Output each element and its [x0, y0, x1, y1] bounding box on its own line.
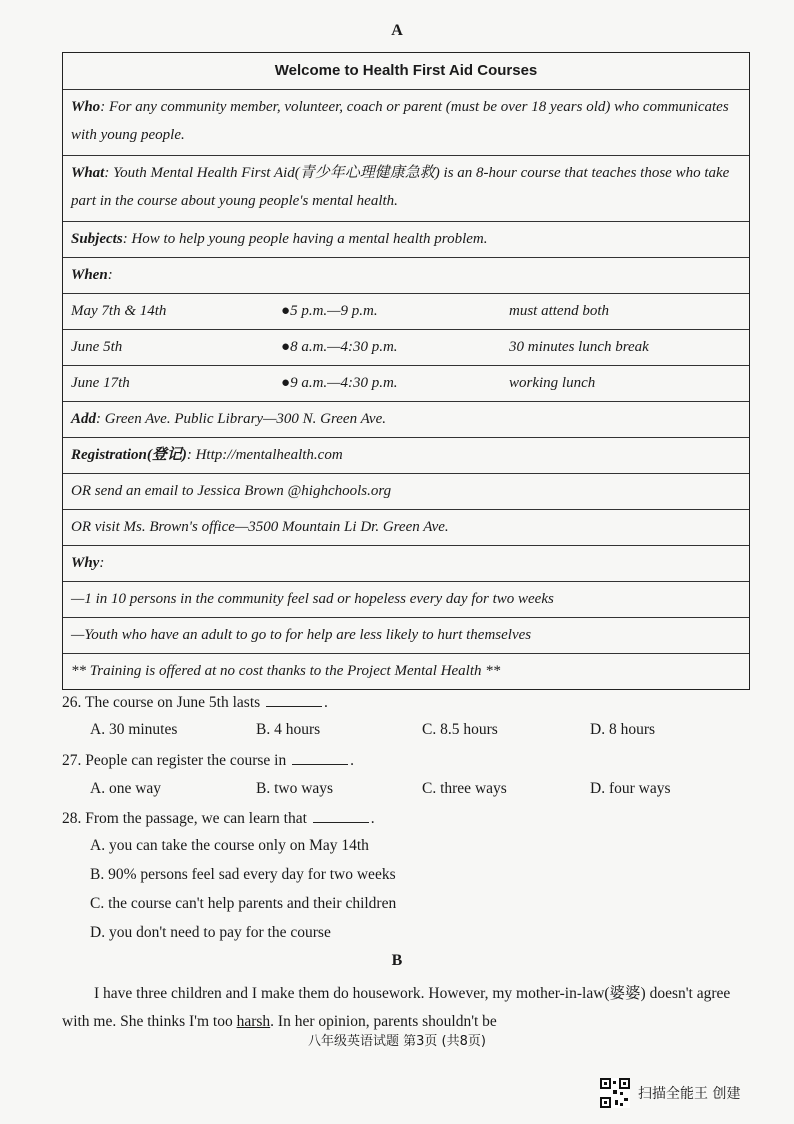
- why-row: Why:: [63, 546, 749, 582]
- schedule-time-cell: [281, 294, 509, 329]
- what-text: Youth Mental Health First Aid(青少年心理健康急救) is an 8-hour course that teaches those who take part in the course about young people's mental health.: [71, 165, 730, 209]
- schedule-time: 5 p.m.—9 p.m.: [290, 303, 378, 319]
- qr-code-icon: [600, 1078, 630, 1108]
- question-27-options: [90, 780, 671, 798]
- add-text: Green Ave. Public Library—300 N. Green Ave.: [104, 411, 386, 427]
- question-26: 26. The course on June 5th lasts .: [62, 694, 328, 711]
- email-row: OR send an email to Jessica Brown @highchools.org: [63, 474, 749, 510]
- passage-text-1: I have three children and I make them do housework. However, my mother-in-law(婆婆) doesn't agree with me. She thinks I'm too: [62, 985, 731, 1030]
- schedule-time-cell: [281, 330, 509, 365]
- option-c[interactable]: C. 8.5 hours: [422, 721, 498, 738]
- option-d[interactable]: D. you don't need to pay for the course: [90, 924, 331, 941]
- subjects-label: Subjects: [71, 231, 123, 247]
- option-b[interactable]: B. 4 hours: [256, 721, 321, 738]
- visit-row: OR visit Ms. Brown's office—3500 Mountain Li Dr. Green Ave.: [63, 510, 749, 546]
- schedule-note: working lunch: [509, 375, 596, 391]
- who-label: Who: [71, 99, 101, 115]
- question-27: 27. People can register the course in .: [62, 752, 354, 769]
- section-b-heading: B: [391, 952, 403, 969]
- bullet-icon: ●: [281, 339, 291, 355]
- subjects-text: How to help young people having a mental health problem.: [131, 231, 488, 247]
- add-label: Add: [71, 411, 97, 427]
- bullet-icon: ●: [281, 375, 291, 391]
- schedule-date: June 17th: [71, 375, 130, 391]
- what-label: What: [71, 165, 105, 181]
- page-footer: 八年级英语试题 第3页 (共8页): [308, 1034, 486, 1049]
- option-a[interactable]: A. 30 minutes: [90, 721, 178, 738]
- answer-blank[interactable]: [266, 692, 322, 707]
- schedule-note: must attend both: [509, 303, 609, 319]
- who-row: Who: For any community member, volunteer, coach or parent (must be over 18 years old) who communicates with young people.: [63, 90, 749, 156]
- scanner-text: 扫描全能王 创建: [638, 1086, 741, 1102]
- underlined-word: harsh: [236, 1013, 271, 1030]
- option-c[interactable]: C. three ways: [422, 780, 507, 797]
- schedule-row: [63, 330, 749, 366]
- option-c[interactable]: C. the course can't help parents and their children: [90, 895, 397, 912]
- why-label: Why: [71, 555, 100, 571]
- schedule-date: May 7th & 14th: [71, 303, 167, 319]
- subjects-row: Subjects: How to help young people having a mental health problem.: [63, 222, 749, 258]
- when-label: When: [71, 267, 108, 283]
- registration-label: Registration(登记): [71, 447, 187, 463]
- schedule-time: 8 a.m.—4:30 p.m.: [290, 339, 398, 355]
- option-d[interactable]: D. 8 hours: [590, 721, 656, 738]
- what-row: What: Youth Mental Health First Aid(青少年心理健康急救) is an 8-hour course that teaches those who take part in the course about young people's mental health.: [63, 156, 749, 222]
- notice-title: Welcome to Health First Aid Courses: [63, 53, 749, 90]
- bullet-icon: ●: [281, 303, 291, 319]
- registration-row: Registration(登记): Http://mentalhealth.com: [63, 438, 749, 474]
- scanner-watermark: [600, 1078, 740, 1108]
- question-28: 28. From the passage, we can learn that .: [62, 810, 375, 827]
- question-stem: 28. From the passage, we can learn that: [62, 810, 307, 827]
- training-note: ** Training is offered at no cost thanks to the Project Mental Health **: [71, 663, 501, 679]
- option-a[interactable]: A. one way: [90, 780, 162, 797]
- question-stem: 26. The course on June 5th lasts: [62, 694, 261, 711]
- schedule-row: [63, 366, 749, 402]
- option-d[interactable]: D. four ways: [590, 780, 671, 797]
- address-row: Add: Green Ave. Public Library—300 N. Green Ave.: [63, 402, 749, 438]
- option-b[interactable]: B. 90% persons feel sad every day for two weeks: [90, 866, 396, 883]
- why-item-1: —1 in 10 persons in the community feel sad or hopeless every day for two weeks: [63, 582, 749, 618]
- answer-blank[interactable]: [292, 750, 348, 765]
- course-notice: [62, 52, 750, 690]
- who-text: For any community member, volunteer, coach or parent (must be over 18 years old) who communicates with young people.: [71, 99, 729, 143]
- schedule-row: [63, 294, 749, 330]
- why-item-2: —Youth who have an adult to go to for help are less likely to hurt themselves: [63, 618, 749, 654]
- when-row: When:: [63, 258, 749, 294]
- schedule-date: June 5th: [71, 339, 123, 355]
- option-b[interactable]: B. two ways: [256, 780, 334, 797]
- section-a-heading: A: [391, 22, 403, 39]
- registration-text: Http://mentalhealth.com: [195, 447, 343, 463]
- option-a[interactable]: A. you can take the course only on May 14th: [90, 837, 369, 854]
- passage-text-2: . In her opinion, parents shouldn't be: [270, 1013, 497, 1030]
- schedule-time: 9 a.m.—4:30 p.m.: [290, 375, 398, 391]
- question-26-options: [90, 721, 655, 739]
- schedule-note: 30 minutes lunch break: [509, 339, 649, 355]
- schedule-time-cell: [281, 366, 509, 401]
- passage-b: [62, 980, 752, 1036]
- question-stem: 27. People can register the course in: [62, 752, 287, 769]
- answer-blank[interactable]: [313, 808, 369, 823]
